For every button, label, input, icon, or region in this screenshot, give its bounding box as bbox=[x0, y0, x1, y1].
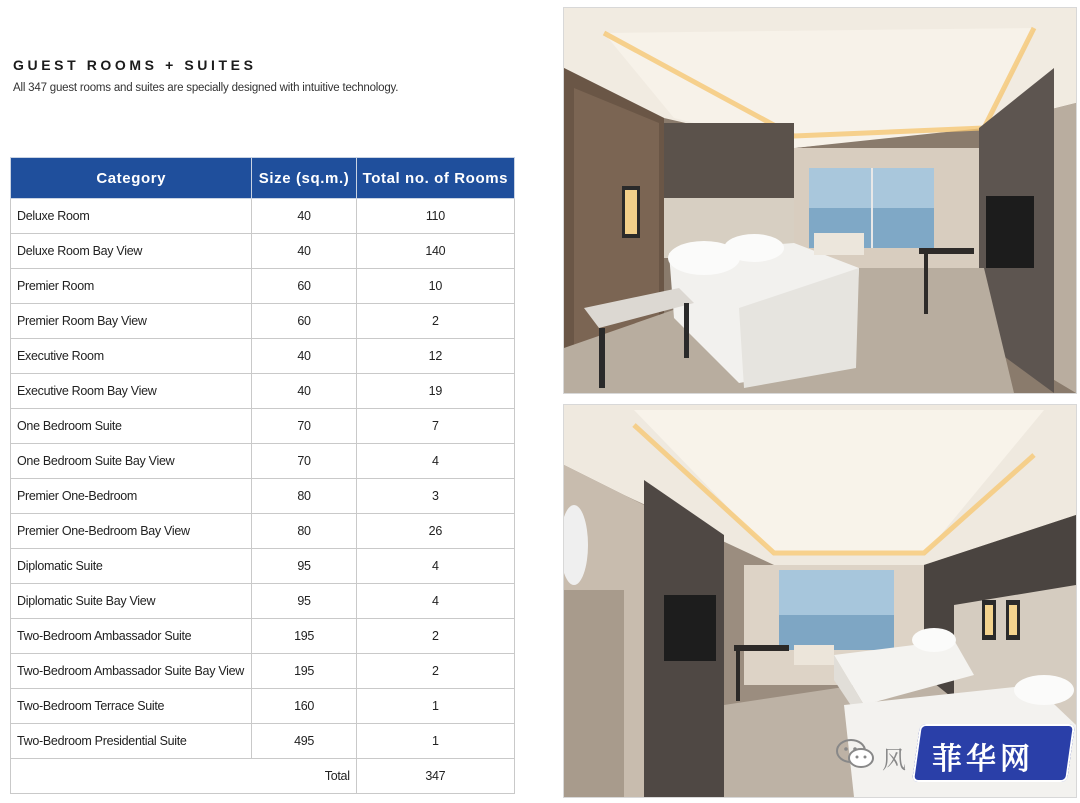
cell-rooms: 26 bbox=[356, 514, 514, 549]
table-row bbox=[11, 514, 515, 549]
table-row bbox=[11, 584, 515, 619]
page-subtitle: All 347 guest rooms and suites are specially designed with intuitive technology. bbox=[13, 82, 399, 94]
cell-rooms: 4 bbox=[356, 549, 514, 584]
rooms-table bbox=[10, 157, 515, 794]
cell-size: 80 bbox=[252, 514, 356, 549]
cell-size: 80 bbox=[252, 479, 356, 514]
cell-category: Executive Room Bay View bbox=[11, 374, 252, 409]
cell-rooms: 4 bbox=[356, 584, 514, 619]
cell-category: Diplomatic Suite bbox=[11, 549, 252, 584]
cell-rooms: 140 bbox=[356, 234, 514, 269]
table-row bbox=[11, 374, 515, 409]
cell-size: 70 bbox=[252, 409, 356, 444]
cell-category: Two-Bedroom Ambassador Suite Bay View bbox=[11, 654, 252, 689]
table-row bbox=[11, 619, 515, 654]
table-total-row bbox=[11, 759, 515, 794]
watermark bbox=[836, 724, 1076, 784]
cell-size: 95 bbox=[252, 549, 356, 584]
cell-category: Premier One-Bedroom bbox=[11, 479, 252, 514]
cell-rooms: 7 bbox=[356, 409, 514, 444]
table-row bbox=[11, 234, 515, 269]
cell-rooms: 110 bbox=[356, 199, 514, 234]
wechat-icon bbox=[836, 738, 876, 772]
table-row bbox=[11, 689, 515, 724]
table-row bbox=[11, 339, 515, 374]
cell-rooms: 1 bbox=[356, 689, 514, 724]
cell-size: 40 bbox=[252, 234, 356, 269]
cell-rooms: 2 bbox=[356, 619, 514, 654]
cell-category: Premier Room Bay View bbox=[11, 304, 252, 339]
cell-rooms: 19 bbox=[356, 374, 514, 409]
cell-rooms: 3 bbox=[356, 479, 514, 514]
cell-category: Diplomatic Suite Bay View bbox=[11, 584, 252, 619]
header-size: Size (sq.m.) bbox=[252, 158, 356, 199]
table-header-row bbox=[11, 158, 515, 199]
table-row bbox=[11, 199, 515, 234]
cell-category: Two-Bedroom Terrace Suite bbox=[11, 689, 252, 724]
cell-size: 195 bbox=[252, 654, 356, 689]
header-category: Category bbox=[11, 158, 252, 199]
header-total-rooms: Total no. of Rooms bbox=[356, 158, 514, 199]
table-row bbox=[11, 269, 515, 304]
cell-category: Deluxe Room bbox=[11, 199, 252, 234]
cell-size: 160 bbox=[252, 689, 356, 724]
cell-rooms: 12 bbox=[356, 339, 514, 374]
table-row bbox=[11, 444, 515, 479]
table-row bbox=[11, 479, 515, 514]
table-row bbox=[11, 724, 515, 759]
cell-category: Executive Room bbox=[11, 339, 252, 374]
cell-category: Premier Room bbox=[11, 269, 252, 304]
cell-size: 40 bbox=[252, 374, 356, 409]
cell-category: Two-Bedroom Presidential Suite bbox=[11, 724, 252, 759]
watermark-prefix: 风 bbox=[882, 746, 906, 774]
page-title: GUEST ROOMS + SUITES bbox=[13, 57, 257, 73]
cell-category: Premier One-Bedroom Bay View bbox=[11, 514, 252, 549]
table-row bbox=[11, 409, 515, 444]
table-row bbox=[11, 549, 515, 584]
cell-size: 60 bbox=[252, 304, 356, 339]
cell-size: 195 bbox=[252, 619, 356, 654]
cell-category: One Bedroom Suite Bay View bbox=[11, 444, 252, 479]
table-row bbox=[11, 654, 515, 689]
cell-size: 40 bbox=[252, 199, 356, 234]
cell-size: 495 bbox=[252, 724, 356, 759]
cell-size: 40 bbox=[252, 339, 356, 374]
watermark-brand: 菲华网 bbox=[932, 742, 1034, 777]
cell-rooms: 4 bbox=[356, 444, 514, 479]
cell-size: 70 bbox=[252, 444, 356, 479]
cell-category: Two-Bedroom Ambassador Suite bbox=[11, 619, 252, 654]
cell-rooms: 2 bbox=[356, 654, 514, 689]
total-value: 347 bbox=[356, 759, 514, 794]
cell-category: Deluxe Room Bay View bbox=[11, 234, 252, 269]
cell-size: 95 bbox=[252, 584, 356, 619]
total-label: Total bbox=[11, 759, 357, 794]
cell-size: 60 bbox=[252, 269, 356, 304]
table-row bbox=[11, 304, 515, 339]
cell-rooms: 10 bbox=[356, 269, 514, 304]
cell-rooms: 2 bbox=[356, 304, 514, 339]
cell-rooms: 1 bbox=[356, 724, 514, 759]
king-room-photo bbox=[563, 7, 1077, 394]
cell-category: One Bedroom Suite bbox=[11, 409, 252, 444]
